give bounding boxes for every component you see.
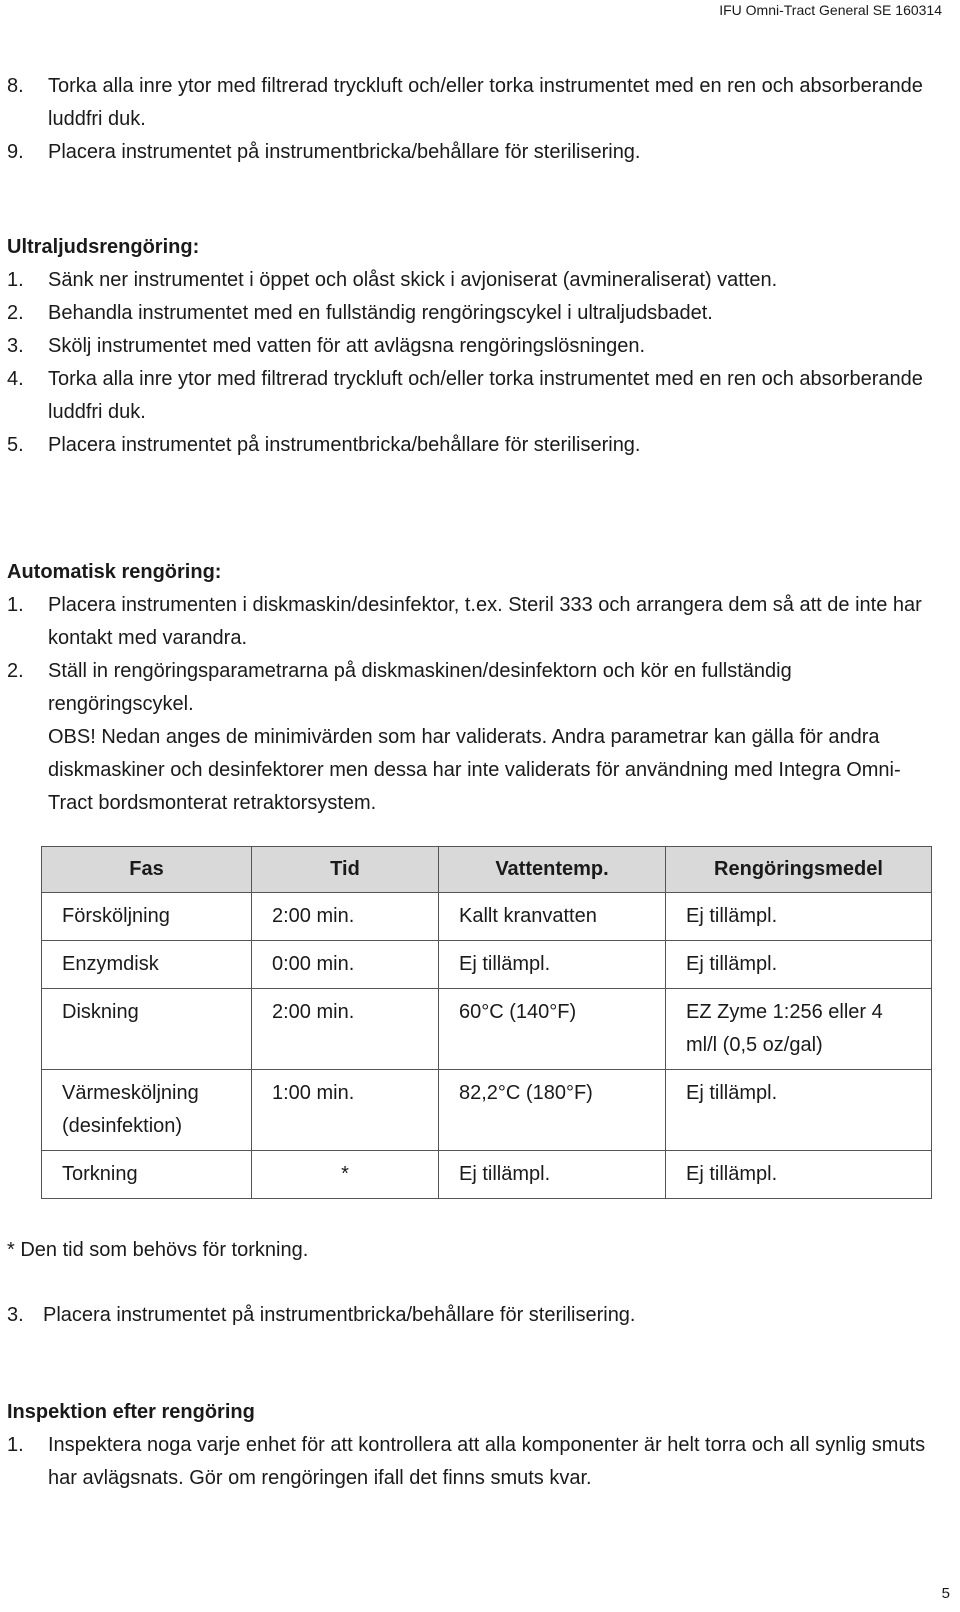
table-header-row: [42, 847, 932, 893]
table-row: [42, 941, 932, 989]
section-heading: Automatisk rengöring:: [7, 561, 222, 583]
step-text: Torka alla inre ytor med filtrerad tryckluft och/eller torka instrumentet med en ren och absorberande luddfri duk.: [48, 368, 923, 423]
section-heading: Inspektion efter rengöring: [7, 1401, 255, 1423]
ultrasonic-section: [7, 231, 937, 462]
table-cell: Diskning: [42, 989, 252, 1070]
step-number: 1.: [7, 594, 24, 616]
table-row: [42, 1151, 932, 1199]
list-item: [7, 330, 937, 363]
list-item: [7, 1429, 937, 1495]
table-cell: 82,2°C (180°F): [439, 1070, 666, 1151]
table-cell: Ej tillämpl.: [666, 1151, 932, 1199]
column-header: Rengöringsmedel: [666, 847, 932, 893]
step-number: 5.: [7, 434, 24, 456]
final-step: [7, 1299, 937, 1332]
list-item: [7, 297, 937, 330]
table-row: [42, 989, 932, 1070]
table-cell: Ej tillämpl.: [439, 1151, 666, 1199]
step-text: Sänk ner instrumentet i öppet och olåst skick i avjoniserat (avmineraliserat) vatten.: [48, 269, 778, 291]
footnote: * Den tid som behövs för torkning.: [7, 1239, 309, 1261]
step-text: Skölj instrumentet med vatten för att avlägsna rengöringslösningen.: [48, 335, 646, 357]
note-item: [7, 721, 937, 820]
table-cell: 2:00 min.: [252, 893, 439, 941]
step-number: 3.: [7, 1304, 24, 1326]
note-text: OBS! Nedan anges de minimivärden som har validerats. Andra parametrar kan gälla för andra diskmaskiner och desinfektorer men dessa har inte validerats för användning med Integra Omni-Tract bordsmonterat retraktorsystem.: [48, 726, 901, 814]
step-text: Inspektera noga varje enhet för att kontrollera att alla komponenter är helt torra och all synlig smuts har avlägsnats. Gör om rengöringen ifall det finns smuts kvar.: [48, 1434, 926, 1489]
step-text: Torka alla inre ytor med filtrerad tryckluft och/eller torka instrumentet med en ren och absorberande luddfri duk.: [48, 75, 923, 130]
step-number: 8.: [7, 75, 24, 97]
table-cell: *: [252, 1151, 439, 1199]
table-cell: 2:00 min.: [252, 989, 439, 1070]
table-cell: Torkning: [42, 1151, 252, 1199]
list-item: [7, 136, 937, 169]
step-text: Ställ in rengöringsparametrarna på diskmaskinen/desinfektorn och kör en fullständig rengöringscykel.: [48, 660, 792, 715]
document-id-header: IFU Omni-Tract General SE 160314: [719, 2, 942, 18]
inspection-section: [7, 1396, 937, 1495]
step-text: Placera instrumentet på instrumentbricka/behållare för sterilisering.: [48, 141, 641, 163]
step-number: 4.: [7, 368, 24, 390]
cleaning-parameters-table: [41, 846, 932, 1199]
automatic-section: [7, 556, 937, 820]
list-item: [7, 264, 937, 297]
step-text: Placera instrumentet på instrumentbricka/behållare för sterilisering.: [48, 434, 641, 456]
table-cell: EZ Zyme 1:256 eller 4 ml/l (0,5 oz/gal): [666, 989, 932, 1070]
list-item: [7, 363, 937, 429]
table-row: [42, 893, 932, 941]
table-cell: Ej tillämpl.: [666, 1070, 932, 1151]
step-text: Placera instrumentet på instrumentbricka/behållare för sterilisering.: [43, 1304, 636, 1326]
step-number: 3.: [7, 335, 24, 357]
table-cell: Ej tillämpl.: [439, 941, 666, 989]
step-number: 9.: [7, 141, 24, 163]
table-cell: Kallt kranvatten: [439, 893, 666, 941]
intro-steps: [7, 70, 937, 169]
column-header: Fas: [42, 847, 252, 893]
page-number: 5: [941, 1585, 950, 1602]
table-cell: Försköljning: [42, 893, 252, 941]
table-cell: 60°C (140°F): [439, 989, 666, 1070]
step-number: 1.: [7, 269, 24, 291]
list-item: [7, 655, 937, 721]
table-cell: Enzymdisk: [42, 941, 252, 989]
table-cell: Värmesköljning (desinfektion): [42, 1070, 252, 1151]
step-text: Behandla instrumentet med en fullständig rengöringscykel i ultraljudsbadet.: [48, 302, 713, 324]
step-number: 1.: [7, 1434, 24, 1456]
step-number: 2.: [7, 302, 24, 324]
table-row: [42, 1070, 932, 1151]
column-header: Tid: [252, 847, 439, 893]
step-number: 2.: [7, 660, 24, 682]
table-cell: Ej tillämpl.: [666, 893, 932, 941]
list-item: [7, 589, 937, 655]
list-item: [7, 1299, 937, 1332]
list-item: [7, 429, 937, 462]
step-text: Placera instrumenten i diskmaskin/desinfektor, t.ex. Steril 333 och arrangera dem så att de inte har kontakt med varandra.: [48, 594, 922, 649]
table-cell: 0:00 min.: [252, 941, 439, 989]
section-heading: Ultraljudsrengöring:: [7, 236, 200, 258]
table-cell: 1:00 min.: [252, 1070, 439, 1151]
table-cell: Ej tillämpl.: [666, 941, 932, 989]
list-item: [7, 70, 937, 136]
column-header: Vattentemp.: [439, 847, 666, 893]
